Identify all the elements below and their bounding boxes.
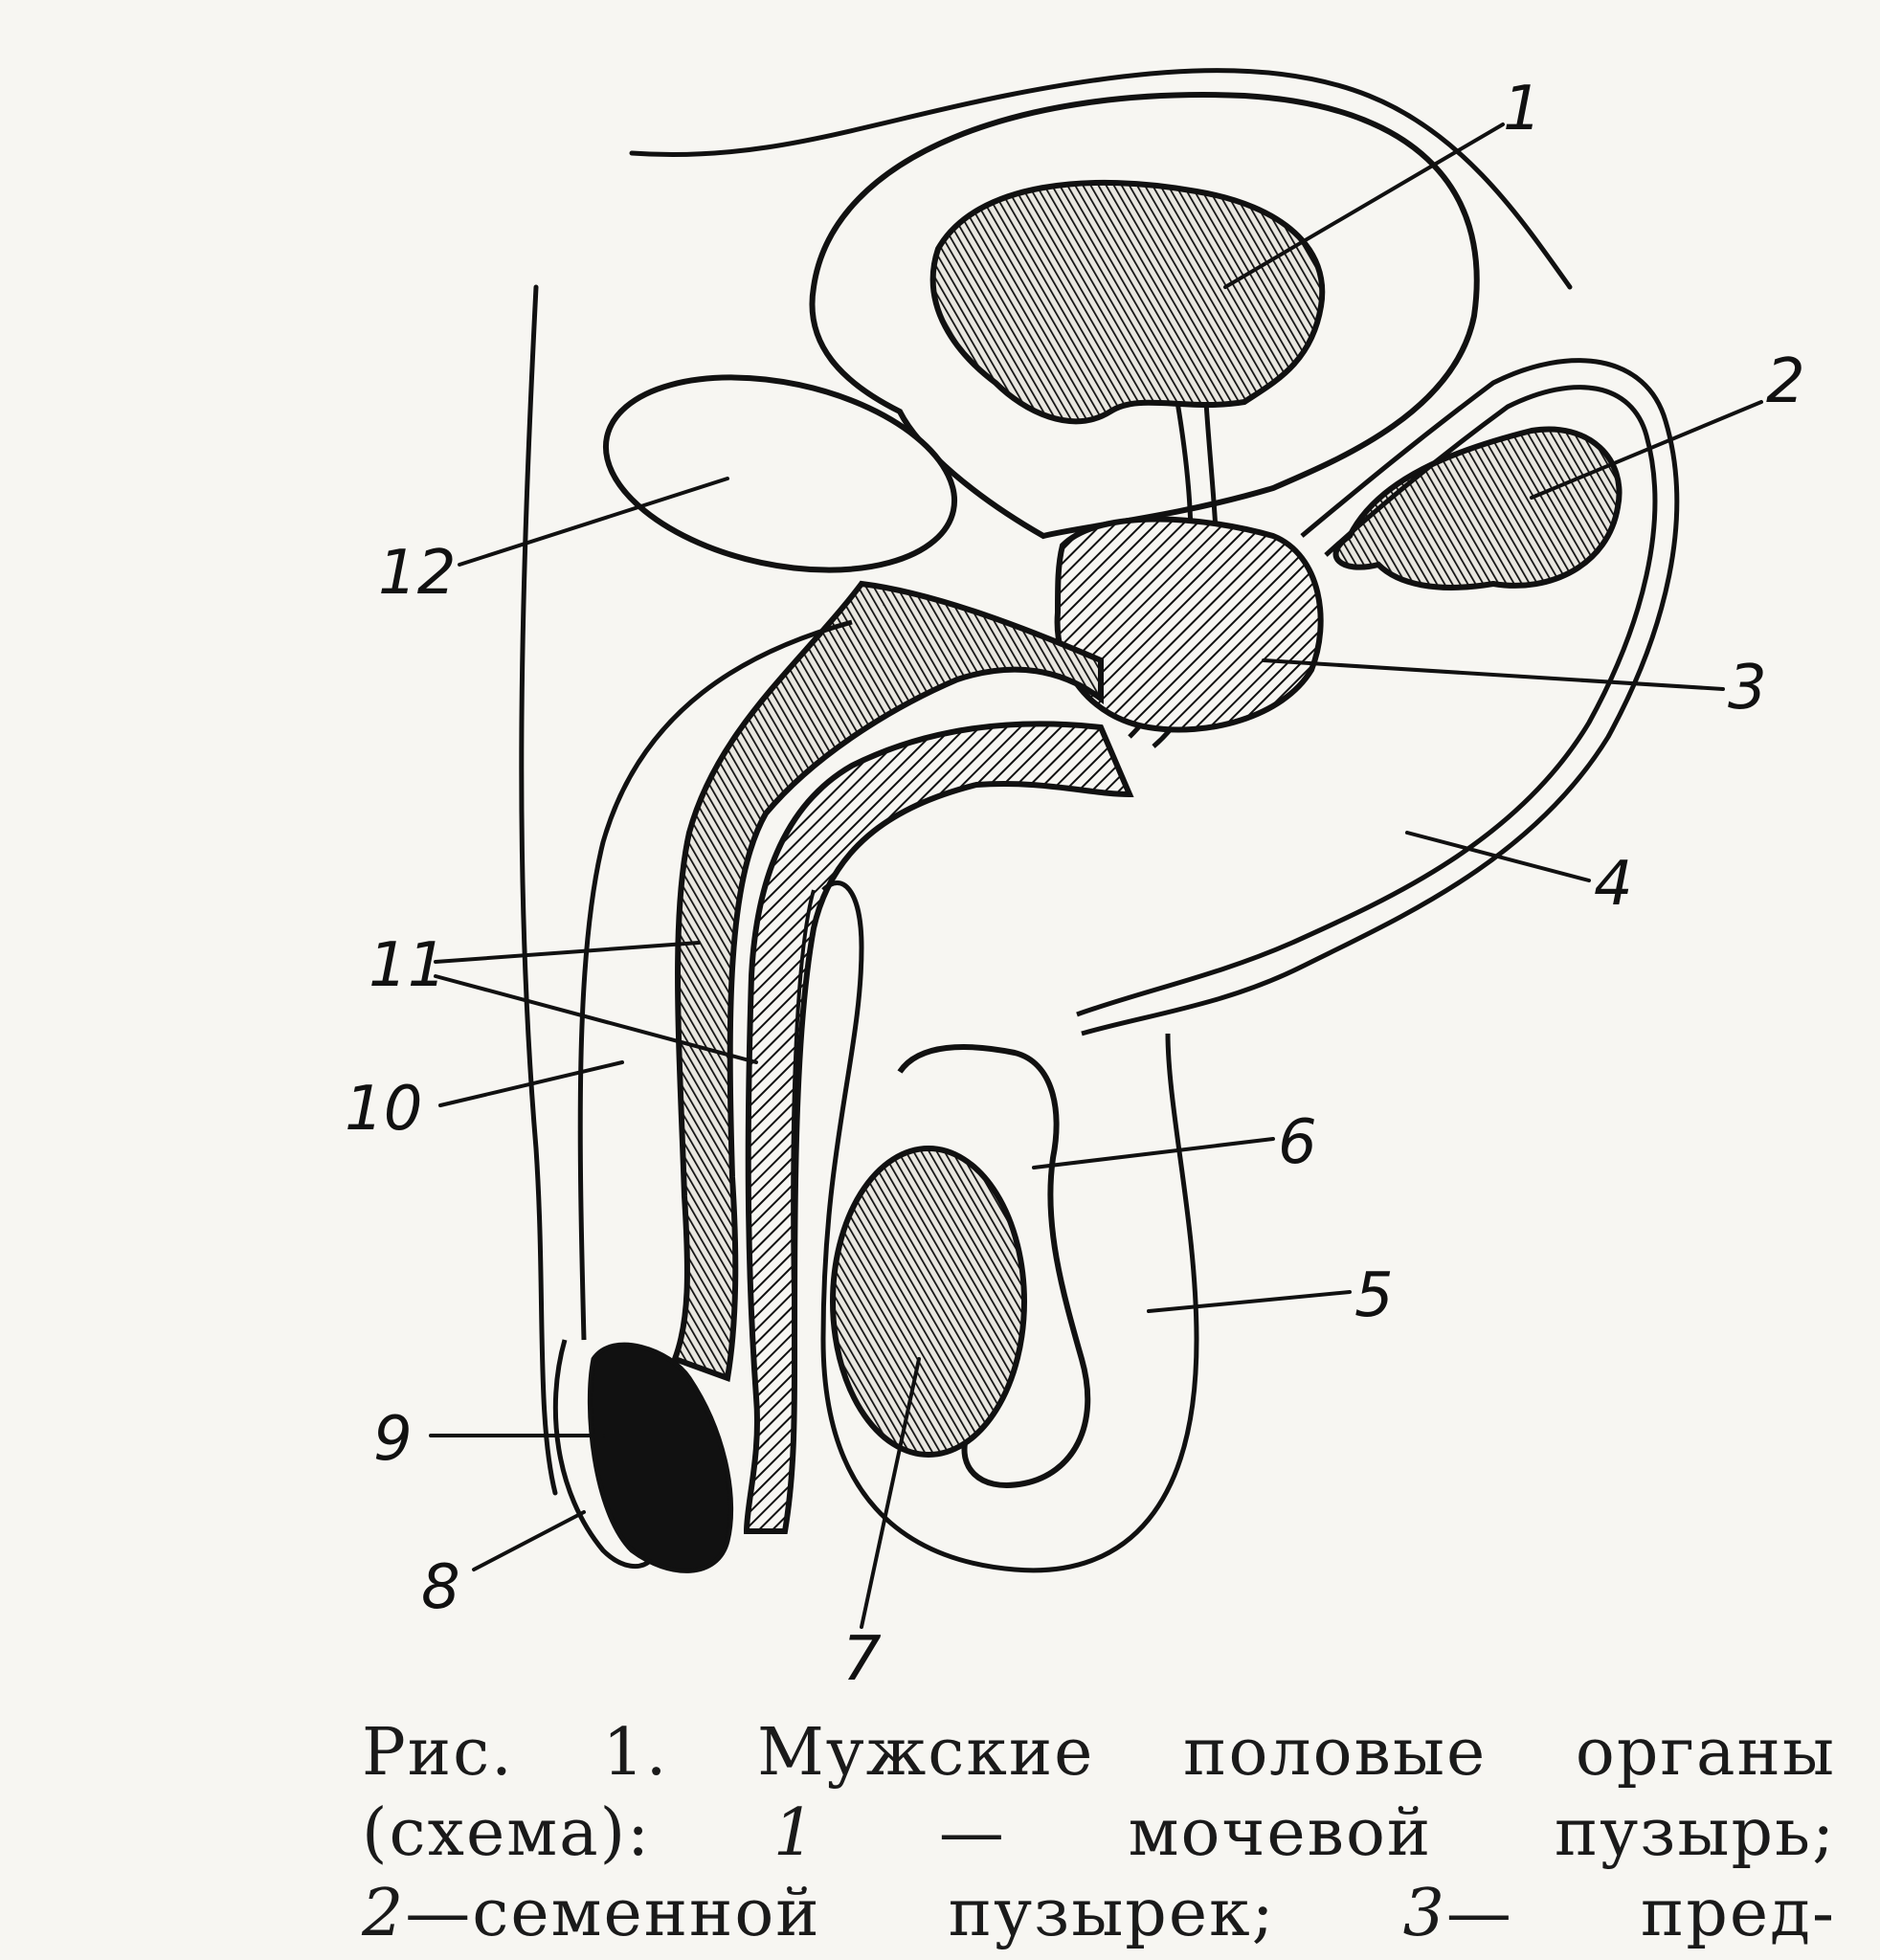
leader-5: [1149, 1292, 1350, 1311]
glans-penis: [590, 1345, 730, 1570]
caption-line-2: [362, 1793, 1836, 1874]
caption-line-2-b: — мочевой пузырь;: [938, 1795, 1836, 1871]
figure-caption: [362, 1713, 1836, 1954]
label-9: 9: [373, 1404, 413, 1475]
label-2: 2: [1766, 346, 1805, 417]
caption-line-3-num: 2: [362, 1876, 406, 1951]
caption-line-1: Рис. 1. Мужские половые органы: [362, 1715, 1836, 1791]
label-3: 3: [1728, 653, 1767, 724]
label-4: 4: [1594, 849, 1633, 920]
label-7: 7: [842, 1624, 882, 1684]
label-5: 5: [1354, 1260, 1394, 1331]
label-12: 12: [378, 538, 457, 609]
label-10: 10: [345, 1074, 423, 1145]
label-6: 6: [1278, 1107, 1317, 1178]
caption-line-2-a: (схема):: [362, 1795, 652, 1871]
caption-line-3-a: —семенной пузырек;: [405, 1876, 1276, 1951]
leader-6: [1034, 1139, 1273, 1168]
testis: [833, 1148, 1024, 1455]
caption-line-3-num2: 3: [1402, 1876, 1446, 1951]
caption-line-3-b: — пред-: [1445, 1876, 1836, 1951]
label-11: 11: [369, 930, 447, 1001]
abdominal-wall-line: [522, 287, 555, 1493]
caption-line-2-num: 1: [772, 1795, 817, 1871]
caption-line-3: [362, 1874, 1836, 1954]
leader-8: [474, 1512, 584, 1570]
leader-11a: [436, 943, 699, 962]
label-8: 8: [421, 1552, 460, 1623]
leader-3: [1264, 660, 1723, 689]
label-1: 1: [1503, 74, 1542, 145]
